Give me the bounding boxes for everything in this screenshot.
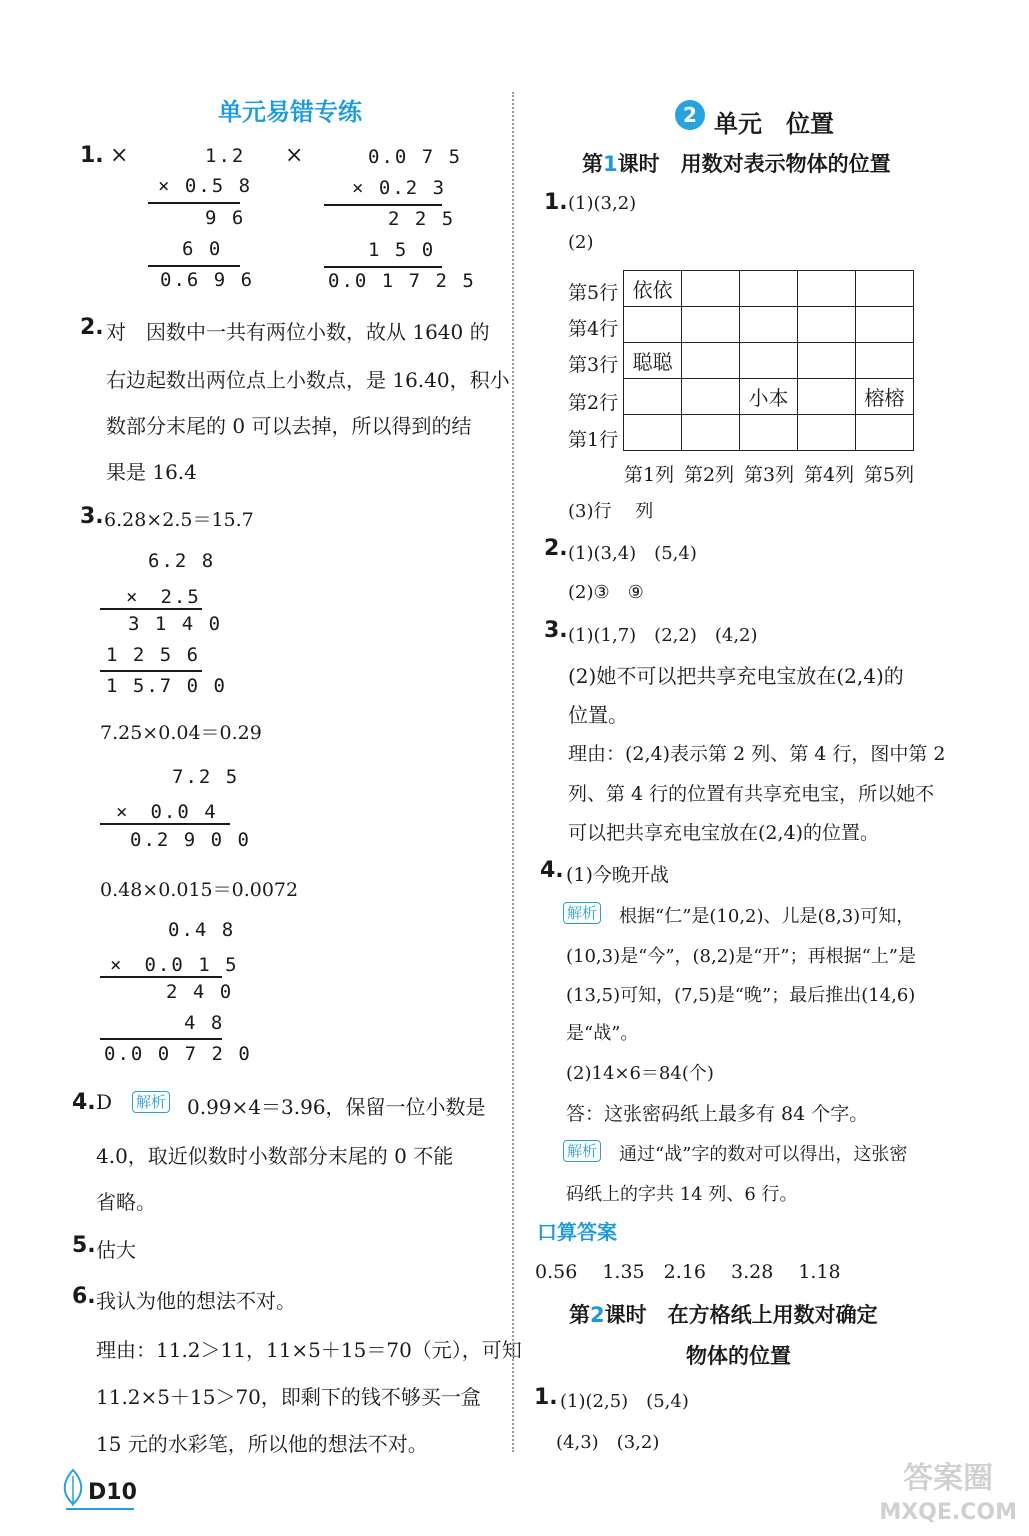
calc-row: 1 5 0 (368, 239, 436, 261)
page-number-underline (66, 1508, 134, 1510)
r-q5-line2: (4,3) (3,2) (556, 1432, 660, 1453)
calc-line (148, 202, 240, 204)
lesson2-title (569, 1299, 878, 1329)
q6-line: 15 元的水彩笔，所以他的想法不对。 (96, 1432, 428, 1456)
grid-cell (856, 307, 914, 343)
row-label: 第3行 (568, 354, 619, 376)
q2-line: 果是 16.4 (106, 460, 197, 484)
calc-line (100, 608, 202, 610)
calc-row: 0.0 7 5 (368, 146, 463, 168)
calc-row: × 0.2 3 (352, 177, 447, 199)
calc-row: 2 2 5 (388, 208, 456, 230)
r-q4-expl: 是“战”。 (566, 1023, 639, 1044)
grid-cell (798, 415, 856, 451)
lesson-suffix: 课时 用数对表示物体的位置 (617, 152, 891, 176)
calc-row: 3 1 4 0 (128, 613, 223, 635)
analysis-tag: 解析 (563, 1140, 601, 1162)
calc-row: × 0.0 4 (116, 801, 218, 823)
lesson-prefix: 第 (582, 152, 603, 176)
calc-row: 0.6 9 6 (160, 269, 255, 291)
r-q4-expl: 根据“仁”是(10,2)、儿是(8,3)可知， (619, 906, 915, 927)
position-grid (623, 270, 914, 451)
grid-cell (856, 343, 914, 379)
r-q3-line: 列、第 4 行的位置有共享充电宝，所以她不 (568, 783, 935, 805)
q4-line: 省略。 (96, 1190, 156, 1214)
q1-label: 1. (80, 143, 104, 168)
r-q3-label: 3. (544, 618, 568, 643)
grid-cell (798, 307, 856, 343)
q3-eq1: 6.28×2.5＝15.7 (104, 509, 254, 531)
calc-row: 6 0 (182, 238, 223, 260)
grid-cell (798, 379, 856, 415)
calc-line (100, 823, 230, 825)
lesson-number: 2 (590, 1303, 605, 1327)
calc-line (100, 670, 202, 672)
calc-line (324, 204, 442, 206)
row-label: 第5行 (568, 282, 619, 304)
q4-answer: D (96, 1090, 113, 1114)
r-q4-analysis-tag (563, 902, 601, 924)
calc-row: 9 6 (205, 207, 246, 229)
unit-title: 单元 位置 (714, 110, 834, 138)
grid-row (624, 415, 914, 451)
grid-cell (740, 307, 798, 343)
analysis-tag: 解析 (132, 1091, 170, 1113)
q4-line: 0.99×4＝3.96，保留一位小数是 (187, 1095, 486, 1119)
oral-title: 口算答案 (537, 1220, 617, 1244)
r-q4-expl2: 码纸上的字共 14 列、6 行。 (566, 1184, 798, 1205)
column-divider (512, 92, 514, 1452)
col-label: 第2列 (684, 464, 735, 486)
q3-label: 3. (80, 504, 104, 529)
grid-cell (682, 379, 740, 415)
grid-cell: 榕榕 (856, 379, 914, 415)
r-q4-p3: 答：这张密码纸上最多有 84 个字。 (566, 1103, 869, 1125)
q2-label: 2. (80, 315, 104, 340)
r-q1-p2: (2) (568, 232, 594, 253)
lesson1-title (582, 148, 891, 178)
r-q3-line: (1)(1,7) (2,2) (4,2) (568, 625, 758, 646)
q6-label: 6. (72, 1284, 96, 1309)
calc-row: 0.0 0 7 2 0 (104, 1043, 252, 1065)
q5-label: 5. (72, 1233, 96, 1258)
q5-answer: 估大 (96, 1238, 136, 1262)
grid-cell (682, 415, 740, 451)
r-q4-p1: (1)今晚开战 (566, 864, 669, 886)
q2-line: 数部分末尾的 0 可以去掉，所以得到的结 (106, 414, 472, 438)
grid-row (624, 379, 914, 415)
calc-row: 6.2 8 (148, 550, 216, 572)
grid-cell (624, 379, 682, 415)
calc-row: 0.2 9 0 0 (130, 829, 251, 851)
col-label: 第4列 (804, 464, 855, 486)
row-label: 第2行 (568, 392, 619, 414)
lesson2-title-line2: 物体的位置 (686, 1344, 791, 1368)
q1-mark-a: × (110, 143, 129, 168)
r-q3-line: (2)她不可以把共享充电宝放在(2,4)的 (568, 664, 904, 688)
row-label: 第1行 (568, 429, 619, 451)
calc-row: × 0.0 1 5 (110, 954, 239, 976)
grid-cell (682, 307, 740, 343)
r-q1-p1: (1)(3,2) (568, 193, 637, 214)
grid-cell (798, 343, 856, 379)
r-q4-expl: (10,3)是“今”，(8,2)是“开”；再根据“上”是 (566, 946, 917, 967)
r-q3-line: 可以把共享充电宝放在(2,4)的位置。 (568, 822, 880, 844)
calc-row: 1 2 5 6 (106, 644, 201, 666)
grid-cell (856, 271, 914, 307)
grid-cell (798, 271, 856, 307)
watermark-top: 答案圈 (903, 1461, 994, 1496)
grid-cell (624, 415, 682, 451)
lesson-prefix: 第 (569, 1303, 590, 1327)
grid-row (624, 343, 914, 379)
watermark (879, 1462, 1017, 1530)
q4-label: 4. (72, 1090, 96, 1115)
row-label: 第4行 (568, 318, 619, 340)
calc-row: 1 5.7 0 0 (106, 675, 227, 697)
calc-row: 0.4 8 (168, 919, 236, 941)
grid-cell (740, 415, 798, 451)
r-q4-label: 4. (540, 858, 564, 883)
col-label: 第1列 (624, 464, 675, 486)
calc-line (100, 1038, 222, 1040)
col-label: 第5列 (864, 464, 915, 486)
calc-line (148, 265, 240, 267)
grid-cell (740, 343, 798, 379)
r-q4-p2: (2)14×6＝84(个) (566, 1063, 714, 1084)
r-q2-p1: (1)(3,4) (5,4) (568, 543, 697, 564)
section-title: 单元易错专练 (218, 98, 362, 126)
r-q4-expl: (13,5)可知，(7,5)是“晚”；最后推出(14,6) (566, 985, 916, 1006)
r-q5-line1: (1)(2,5) (5,4) (560, 1391, 689, 1412)
r-q4-analysis-tag2 (563, 1140, 601, 1162)
grid-row (624, 271, 914, 307)
col-label: 第3列 (744, 464, 795, 486)
q6-line: 理由：11.2＞11，11×5＋15＝70（元），可知 (96, 1338, 522, 1362)
analysis-tag: 解析 (563, 902, 601, 924)
r-q2-label: 2. (544, 536, 568, 561)
calc-row: 4 8 (184, 1012, 225, 1034)
lesson-suffix: 课时 在方格纸上用数对确定 (604, 1303, 878, 1327)
calc-row: 0.0 1 7 2 5 (328, 270, 476, 292)
calc-row: 2 4 0 (166, 981, 234, 1003)
grid-cell (740, 271, 798, 307)
calc-row: × 2.5 (126, 586, 201, 608)
grid-cell (624, 307, 682, 343)
grid-row (624, 307, 914, 343)
r-q3-line: 理由：(2,4)表示第 2 列、第 4 行，图中第 2 (568, 743, 946, 765)
q3-eq3: 0.48×0.015＝0.0072 (100, 879, 299, 901)
r-q4-expl2: 通过“战”字的数对可以得出，这张密 (619, 1144, 908, 1165)
r-q3-line: 位置。 (568, 703, 628, 727)
grid-cell: 聪聪 (624, 343, 682, 379)
q4-analysis-tag (132, 1091, 170, 1113)
grid-cell: 小本 (740, 379, 798, 415)
q2-line: 对 因数中一共有两位小数，故从 1640 的 (106, 320, 490, 344)
unit-badge: 2 (675, 100, 705, 130)
oral-values: 0.56 1.35 2.16 3.28 1.18 (535, 1261, 841, 1283)
q3-eq2: 7.25×0.04＝0.29 (100, 722, 262, 744)
grid-cell: 依依 (624, 271, 682, 307)
r-q1-label: 1. (544, 190, 568, 215)
grid-cell (682, 271, 740, 307)
watermark-bottom: MXQE.COM (879, 1500, 1017, 1525)
q2-line: 右边起数出两位点上小数点，是 16.40，积小 (106, 368, 510, 392)
q6-line: 11.2×5＋15＞70，即剩下的钱不够买一盒 (96, 1385, 481, 1409)
r-q1-p3: (3)行 列 (568, 501, 654, 522)
page-number: D10 (88, 1480, 137, 1505)
calc-row: 7.2 5 (172, 766, 240, 788)
q6-line: 我认为他的想法不对。 (96, 1289, 296, 1313)
grid-cell (856, 415, 914, 451)
calc-row: 1.2 (205, 145, 246, 167)
q4-line: 4.0，取近似数时小数部分末尾的 0 不能 (96, 1144, 454, 1168)
calc-row: × 0.5 8 (158, 175, 253, 197)
calc-line (324, 266, 442, 268)
r-q5-label: 1. (534, 1385, 558, 1410)
calc-line (100, 976, 222, 978)
grid-cell (682, 343, 740, 379)
q1-mark-b: × (285, 143, 304, 168)
leaf-icon (60, 1468, 86, 1512)
r-q2-p2: (2)③ ⑨ (568, 582, 644, 603)
lesson-number: 1 (603, 152, 618, 176)
